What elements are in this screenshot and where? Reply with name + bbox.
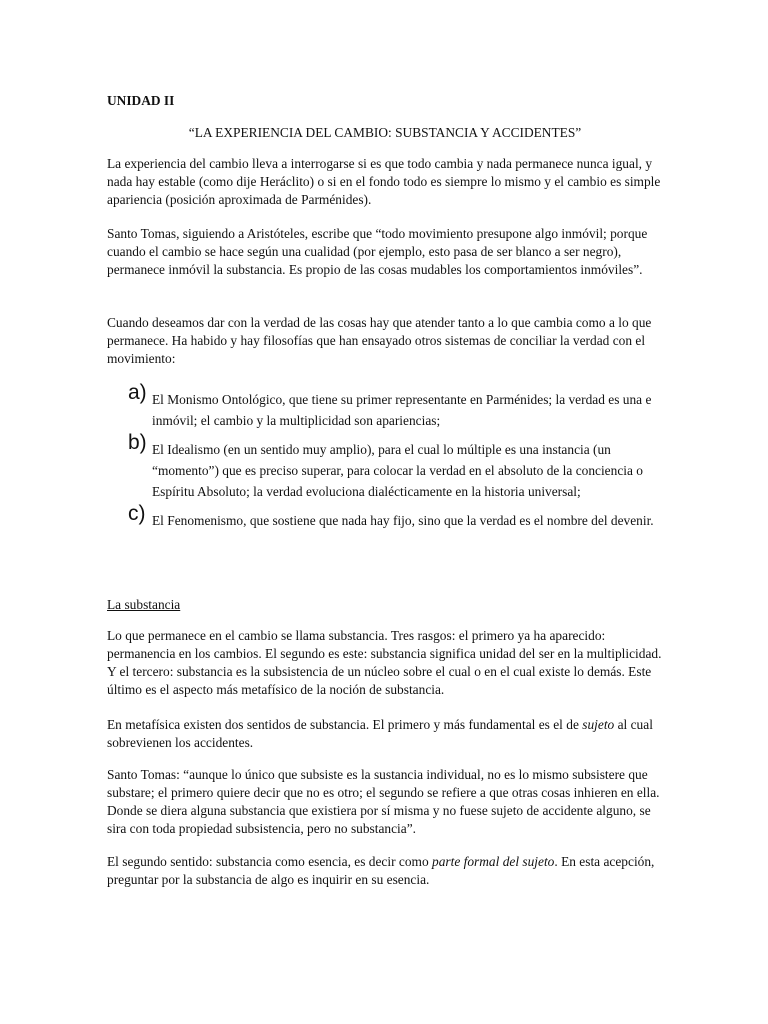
text-run: En metafísica existen dos sentidos de substancia. El primero y más fundamental es el de — [107, 717, 583, 732]
list-item — [128, 431, 668, 502]
paragraph-santo-tomas-substance: Santo Tomas: “aunque lo único que subsiste es la sustancia individual, no es lo mismo subsistere que substare; el primero quiere decir que no es otro; el segundo se refiere a que otras cosas inhieren en ella. Donde se diera alguna substancia que existiera por sí misma y no fuese sujeto de accidente alguno, se sira con toda propiedad subsistencia, pero no substancia”. — [107, 767, 660, 836]
text-run: El segundo sentido: substancia como esencia, es decir como — [107, 854, 433, 869]
emphasis-formal-part: parte formal del sujeto — [432, 854, 555, 869]
unit-title: UNIDAD II — [107, 93, 175, 108]
list-item-text: El Fenomenismo, que sostiene que nada hay fijo, sino que la verdad es el nombre del devenir. — [152, 513, 654, 528]
emphasis-sujeto: sujeto — [582, 717, 615, 732]
main-title: “LA EXPERIENCIA DEL CAMBIO: SUBSTANCIA Y ACCIDENTES” — [188, 125, 582, 140]
list-marker: b) — [128, 431, 147, 454]
list-item — [128, 381, 668, 431]
paragraph-santo-tomas-quote: Santo Tomas, siguiendo a Aristóteles, escribe que “todo movimiento presupone algo inmóvil; porque cuando el cambio se hace según una cualidad (por ejemplo, esto pasa de ser blanco a ser negro), permanece inmóvil la substancia. Es propio de las cosas mudables los comportamientos inmóviles”. — [107, 226, 648, 277]
paragraph-intro: La experiencia del cambio lleva a interrogarse si es que todo cambia y nada permanece nunca igual, y nada hay estable (como dije Heráclito) o si en el fondo todo es siempre lo mismo y el cambio es simple apariencia (posición aproximada de Parménides). — [107, 156, 661, 207]
text-run: . En esta acepción, preguntar por la substancia de algo es inquirir en su esencia. — [107, 854, 655, 887]
list-item — [128, 502, 668, 531]
list-item-text: El Idealismo (en un sentido muy amplio), para el cual lo múltiple es una instancia (un “momento”) que es preciso superar, para colocar la verdad en el absoluto de la conciencia o Espíritu Absoluto; la verdad evoluciona dialécticamente en la historia universal; — [152, 442, 643, 499]
paragraph-first-sense — [107, 716, 663, 752]
paragraph-second-sense — [107, 853, 663, 889]
list-marker: c) — [128, 502, 146, 525]
philosophies-list — [128, 381, 668, 531]
list-item-text: El Monismo Ontológico, que tiene su primer representante en Parménides; la verdad es una e inmóvil; el cambio y la multiplicidad son apariencias; — [152, 392, 652, 428]
section-title: La substancia — [107, 597, 181, 612]
text-run: al cual sobrevienen los accidentes. — [107, 717, 653, 750]
paragraph-conciliation: Cuando deseamos dar con la verdad de las cosas hay que atender tanto a lo que cambia como a lo que permanece. Ha habido y hay filosofías que han ensayado otros sistemas de conciliar la verdad con el movimiento: — [107, 315, 652, 366]
list-marker: a) — [128, 381, 147, 404]
paragraph-substance-traits: Lo que permanece en el cambio se llama substancia. Tres rasgos: el primero ya ha aparecido: permanencia en los cambios. El segundo es este: substancia significa unidad del ser en la multiplicidad. Y el tercero: substancia es la subsistencia de un núcleo sobre el cual o en el cual existe lo demás. Este último es el aspecto más metafísico de la noción de substancia. — [107, 628, 662, 697]
